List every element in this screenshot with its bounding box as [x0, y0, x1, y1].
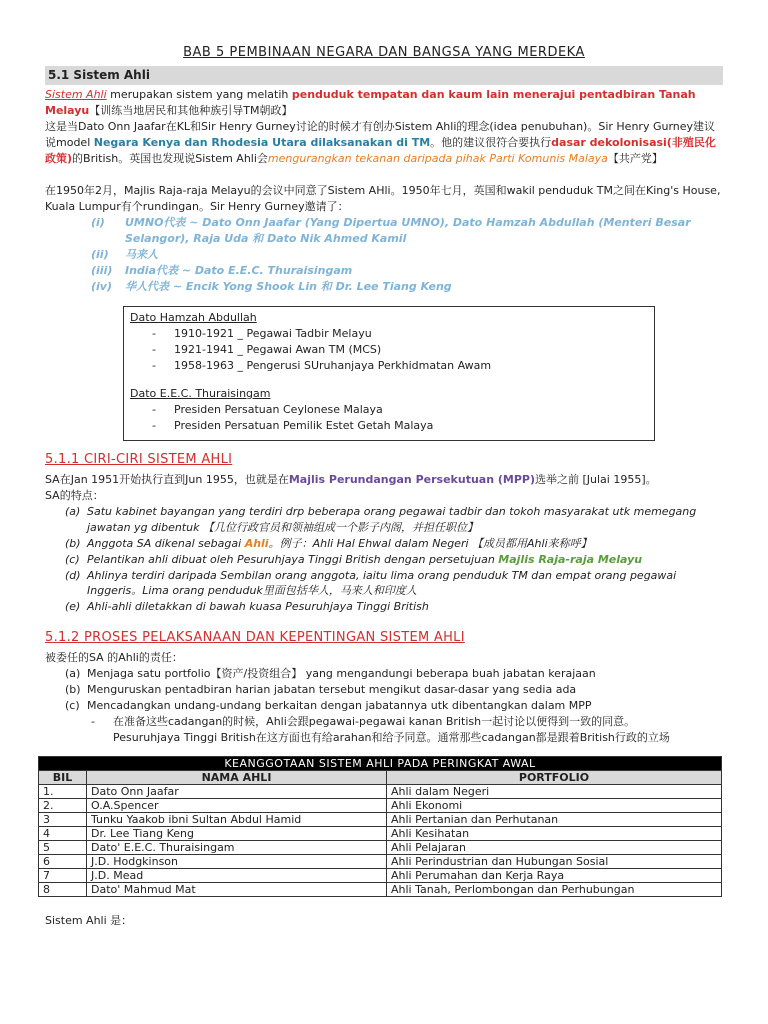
rep-item-1 — [45, 215, 723, 247]
box-heading-thuraisingam: Dato E.E.C. Thuraisingam — [130, 387, 271, 401]
table-row: 4 Dr. Lee Tiang Keng Ahli Kesihatan — [39, 826, 722, 840]
representatives-list — [45, 215, 723, 295]
rep-text: UMNO代表 ~ Dato Onn Jaafar (Yang Dipertua UMNO), Dato Hamzah Abdullah (Menteri Besar Selangor), Raja Uda 和 Dato Nik Ahmed Kamil — [125, 215, 691, 245]
table-row: 8 Dato' Mahmud Mat Ahli Tanah, Perlombongan dan Perhubungan — [39, 882, 722, 896]
mpp-highlight: Majlis Perundangan Persekutuan (MPP) — [288, 472, 535, 486]
rep-text: 马来人 — [125, 247, 158, 261]
list-item: (e) Ahli-ahli diletakkan di bawah kuasa Pesuruhjaya Tinggi British — [65, 600, 429, 614]
table-row: 5 Dato' E.E.C. Thuraisingam Ahli Pelajaran — [39, 840, 722, 854]
p2-orange-highlight: mengurangkan tekanan daripada pihak Parti Komunis Malaya — [267, 151, 608, 165]
rep-text: 华人代表 ~ Encik Yong Shook Lin 和 Dr. Lee Tiang Keng — [125, 279, 452, 293]
table-title: KEANGGOTAAN SISTEM AHLI PADA PERINGKAT AWAL — [39, 756, 722, 770]
p2-text-e: 【共产党】 — [607, 151, 663, 165]
sec-512-intro: 被委任的SA 的Ahli的责任： — [45, 651, 183, 665]
intro-paragraph-2 — [45, 119, 723, 167]
col-header-nama: NAMA AHLI — [87, 770, 387, 784]
biography-box — [123, 306, 655, 441]
sub-note-1: - 在准备这些cadangan的时候，Ahli会跟pegawai-pegawai kanan British一起讨论以便得到一致的同意。 — [91, 714, 636, 728]
rep-num: (iv) — [91, 279, 112, 293]
career-item: - 1921-1941 _ Pegawai Awan TM (MCS) — [152, 343, 382, 357]
hamzah-career-list — [152, 326, 648, 374]
sec-511-line2: SA的特点： — [45, 488, 104, 502]
footer-text: Sistem Ahli 是： — [45, 913, 133, 927]
list-item: (c) Pelantikan ahli dibuat oleh Pesuruhjaya Tinggi British dengan persetujuan Majlis Raja-raja Melayu — [65, 552, 643, 566]
p2-text-c: 。他的建议很符合要执行 — [430, 136, 552, 150]
rep-text: India代表 ~ Dato E.E.C. Thuraisingam — [125, 263, 353, 277]
sub-note-2: Pesuruhjaya Tinggi British在这方面也有给arahan和给予同意。通常那些cadangan都是跟着British行政的立场 — [113, 730, 670, 744]
rep-item-2 — [45, 247, 723, 263]
section-heading-5-1-2: 5.1.2 PROSES PELAKSANAAN DAN KEPENTINGAN SISTEM AHLI — [45, 630, 465, 646]
p2-red-highlight: dasar dekolonisasi(非殖民化政策) — [45, 136, 716, 165]
career-item: - 1910-1921 _ Pegawai Tadbir Melayu — [152, 327, 372, 341]
career-item: - Presiden Persatuan Ceylonese Malaya — [152, 403, 383, 417]
intro-chinese: 【训练当地居民和其他种族引导TM朝政】 — [89, 104, 293, 118]
thuraisingam-career-list — [152, 402, 648, 434]
ahli-highlight: Ahli — [244, 536, 269, 550]
majlis-highlight: Majlis Raja-raja Melayu — [498, 552, 643, 566]
term-sistem-ahli: Sistem Ahli — [45, 88, 107, 102]
p2-text-d: 的British。英国也发现说Sistem Ahli会 — [72, 151, 268, 165]
membership-table — [38, 756, 722, 897]
intro-paragraph-3: 在1950年2月，Majlis Raja-raja Melayu的会议中同意了Sistem AHli。1950年七月，英国和wakil penduduk TM之间在King's House, Kuala Lumpur有个rundingan。Sir Henry Gurney邀请了： — [45, 183, 721, 213]
career-item: - Presiden Persatuan Pemilik Estet Getah Malaya — [152, 419, 434, 433]
table-row: 6 J.D. Hodgkinson Ahli Perindustrian dan Hubungan Sosial — [39, 854, 722, 868]
col-header-bil: BIL — [39, 770, 87, 784]
career-item: - 1958-1963 _ Pengerusi SUruhanjaya Perkhidmatan Awam — [152, 359, 492, 373]
section-heading-5-1-1: 5.1.1 CIRI-CIRI SISTEM AHLI — [45, 452, 233, 468]
features-list — [65, 504, 723, 616]
table-header-row — [39, 770, 722, 784]
list-item: (a) Menjaga satu portfolio【资产/投资组合】 yang mengandungi beberapa buah jabatan kerajaan — [65, 667, 596, 681]
list-item: (b) Menguruskan pentadbiran harian jabatan tersebut mengikut dasar-dasar yang sedia ada — [65, 683, 577, 697]
rep-num: (i) — [91, 215, 105, 229]
p2-teal-highlight: Negara Kenya dan Rhodesia Utara dilaksanakan di TM — [93, 136, 431, 150]
rep-num: (ii) — [91, 247, 109, 261]
sec-511-line1: SA在Jan 1951开始执行直到Jun 1955，也就是在Majlis Perundangan Persekutuan (MPP)选举之前 [Julai 1955]。 — [45, 472, 657, 486]
rep-item-4 — [45, 279, 723, 295]
table-row: 2. O.A.Spencer Ahli Ekonomi — [39, 798, 722, 812]
list-item: (c) Mencadangkan undang-undang berkaitan dengan jabatannya utk dibentangkan dalam MPP — [65, 698, 592, 712]
document-page — [45, 44, 723, 929]
table-title-row — [39, 756, 722, 770]
box-heading-hamzah: Dato Hamzah Abdullah — [130, 311, 257, 325]
table-row: 7 J.D. Mead Ahli Perumahan dan Kerja Raya — [39, 868, 722, 882]
list-item: (b) Anggota SA dikenal sebagai Ahli。例子：Ahli Hal Ehwal dalam Negeri 【成员都用Ahli来称呼】 — [65, 536, 592, 550]
p2-text-a: 这是当Dato Onn Jaafar在KL和Sir Henry Gurney讨论的时候才有创办Sistem Ahli的理念(idea penubuhan)。Sir Henry Gurney建议说model — [45, 120, 716, 150]
col-header-portfolio: PORTFOLIO — [387, 770, 722, 784]
section-heading-5-1: 5.1 Sistem Ahli — [45, 66, 723, 85]
table-row: 1. Dato Onn Jaafar Ahli dalam Negeri — [39, 784, 722, 798]
intro-text: merupakan sistem yang melatih — [106, 88, 292, 102]
list-item: (a) Satu kabinet bayangan yang terdiri drp beberapa orang pegawai tadbir dan tokoh masyarakat utk memegang jawatan yg dibentuk 【几位行政官员和领袖组成一个影子内阁，并担任职位】 — [65, 504, 697, 534]
duties-list — [65, 666, 723, 714]
intro-paragraph-1 — [45, 87, 723, 119]
intro-highlight: penduduk tempatan dan kaum lain menerajui pentadbiran Tanah Melayu — [45, 88, 696, 118]
document-title: BAB 5 PEMBINAAN NEGARA DAN BANGSA YANG MERDEKA — [183, 45, 585, 60]
rep-num: (iii) — [91, 263, 113, 277]
table-row: 3 Tunku Yaakob ibni Sultan Abdul Hamid Ahli Pertanian dan Perhutanan — [39, 812, 722, 826]
list-item: (d) Ahlinya terdiri daripada Sembilan orang anggota, iaitu lima orang penduduk TM dan empat orang pegawai Inggeris。Lima orang penduduk里面包括华人，马来人和印度人 — [65, 568, 677, 598]
rep-item-3 — [45, 263, 723, 279]
